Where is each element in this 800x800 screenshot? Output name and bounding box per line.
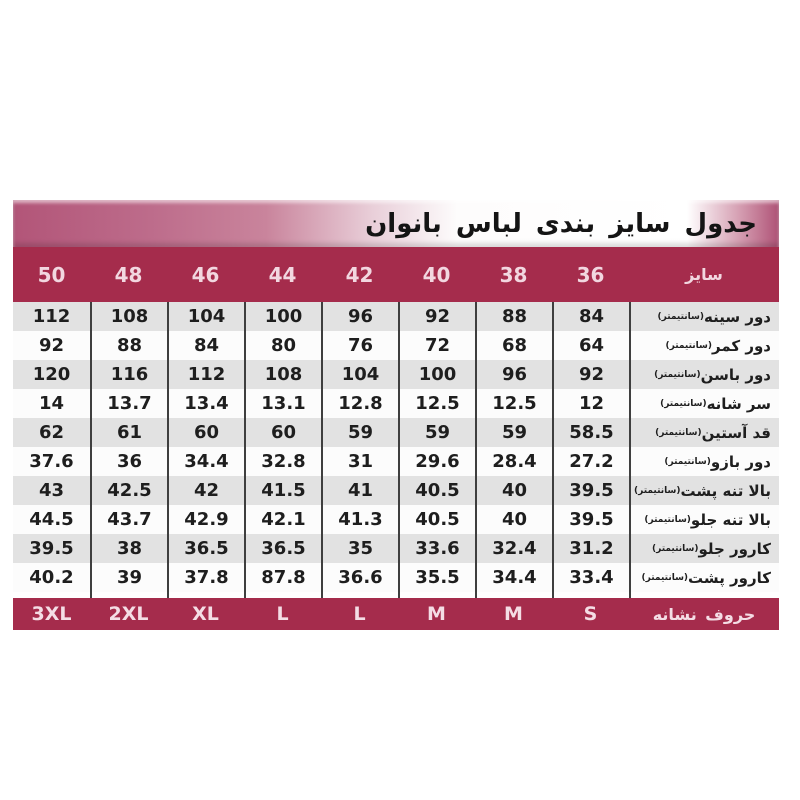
table-body (13, 302, 779, 592)
size-value-cell: 88 (475, 302, 552, 331)
measurement-unit: (سانتیمتر) (664, 456, 711, 467)
measurement-label: دور کمر (712, 336, 771, 355)
size-value-cell: 43 (38, 480, 65, 501)
table-row (13, 331, 779, 360)
measurement-label-cell (629, 389, 779, 418)
header-size-36: 36 (576, 262, 605, 287)
column-separator-ticks (13, 592, 779, 598)
women-size-chart-table (13, 200, 779, 630)
measurement-label-cell (629, 505, 779, 534)
measurement-label-cell (629, 476, 779, 505)
measurement-unit: (سانتیمتر) (641, 572, 689, 583)
size-value-cell: 92 (552, 360, 629, 389)
size-value-cell: 39 (90, 563, 167, 592)
table-row (13, 447, 779, 476)
size-value-cell: 14 (38, 393, 65, 414)
size-value-cell: 40.2 (29, 567, 74, 588)
size-value-cell: 108 (90, 302, 167, 331)
table-row (13, 360, 779, 389)
size-value-cell: 84 (552, 302, 629, 331)
measurement-label-cell (629, 534, 779, 563)
separator-tick (13, 592, 90, 598)
table-title-bar (13, 200, 779, 247)
size-value-cell: 76 (321, 331, 398, 360)
header-size-label: سایز (685, 265, 723, 284)
table-row (13, 389, 779, 418)
size-value-cell: 100 (398, 360, 475, 389)
measurement-unit: (سانتیمتر) (633, 485, 681, 496)
size-letter-0: S (583, 603, 598, 625)
measurement-unit: (سانتیمتر) (655, 427, 702, 438)
separator-tick (552, 592, 629, 598)
table-row (13, 505, 779, 534)
measurement-label: بالا تنه پشت (680, 481, 771, 500)
size-value-cell: 62 (38, 422, 65, 443)
size-value-cell: 13.7 (90, 389, 167, 418)
measurement-label-cell (629, 447, 779, 476)
size-letter-3: L (353, 603, 366, 625)
header-size-48: 48 (114, 262, 143, 287)
size-value-cell: 33.6 (398, 534, 475, 563)
footer-row (13, 598, 779, 630)
size-value-cell: 108 (244, 360, 321, 389)
separator-tick (244, 592, 321, 598)
size-value-cell: 31.2 (552, 534, 629, 563)
table-row (13, 418, 779, 447)
size-value-cell: 80 (244, 331, 321, 360)
size-value-cell: 43.7 (90, 505, 167, 534)
separator-tick (398, 592, 475, 598)
size-value-cell: 12.8 (321, 389, 398, 418)
header-row (13, 247, 779, 302)
size-value-cell: 38 (90, 534, 167, 563)
size-value-cell: 92 (38, 335, 65, 356)
table-row (13, 476, 779, 505)
footer-letters-label: حروف نشانه (652, 604, 756, 624)
measurement-unit: (سانتیمتر) (644, 514, 691, 525)
size-value-cell: 36.5 (244, 534, 321, 563)
header-size-50: 50 (37, 262, 66, 287)
measurement-label: کارور جلو (698, 539, 771, 558)
size-value-cell: 104 (167, 302, 244, 331)
size-value-cell: 59 (475, 418, 552, 447)
size-value-cell: 87.8 (244, 563, 321, 592)
measurement-label: سر شانه (706, 394, 771, 413)
measurement-label-cell (629, 418, 779, 447)
size-value-cell: 29.6 (398, 447, 475, 476)
size-value-cell: 92 (398, 302, 475, 331)
size-value-cell: 42.5 (90, 476, 167, 505)
size-value-cell: 37.8 (167, 563, 244, 592)
size-value-cell: 39.5 (552, 505, 629, 534)
size-value-cell: 35 (321, 534, 398, 563)
size-value-cell: 41.5 (244, 476, 321, 505)
size-value-cell: 40.5 (398, 476, 475, 505)
size-value-cell: 112 (167, 360, 244, 389)
size-value-cell: 61 (90, 418, 167, 447)
size-value-cell: 34.4 (167, 447, 244, 476)
measurement-unit: (سانتیمتر) (651, 543, 699, 554)
separator-tick (475, 592, 552, 598)
size-value-cell: 42.9 (167, 505, 244, 534)
separator-tick (321, 592, 398, 598)
header-size-40: 40 (422, 262, 451, 287)
table-title: جدول سایز بندی لباس بانوان (365, 208, 757, 239)
size-value-cell: 37.6 (29, 451, 74, 472)
size-value-cell: 104 (321, 360, 398, 389)
size-value-cell: 32.8 (244, 447, 321, 476)
size-value-cell: 39.5 (29, 538, 74, 559)
size-value-cell: 12.5 (398, 389, 475, 418)
size-value-cell: 36 (90, 447, 167, 476)
size-value-cell: 32.4 (475, 534, 552, 563)
size-value-cell: 72 (398, 331, 475, 360)
size-value-cell: 84 (167, 331, 244, 360)
measurement-label-cell (629, 360, 779, 389)
size-letter-6: 2XL (108, 603, 149, 625)
size-value-cell: 100 (244, 302, 321, 331)
size-letter-5: XL (192, 603, 219, 625)
size-value-cell: 42.1 (244, 505, 321, 534)
measurement-unit: (سانتیمتر) (665, 340, 712, 351)
size-value-cell: 35.5 (398, 563, 475, 592)
size-value-cell: 96 (321, 302, 398, 331)
size-value-cell: 36.5 (167, 534, 244, 563)
size-value-cell: 59 (398, 418, 475, 447)
header-size-42: 42 (345, 262, 374, 287)
table-row (13, 302, 779, 331)
size-value-cell: 40.5 (398, 505, 475, 534)
size-value-cell: 40 (475, 505, 552, 534)
size-value-cell: 39.5 (552, 476, 629, 505)
size-value-cell: 68 (475, 331, 552, 360)
size-value-cell: 60 (167, 418, 244, 447)
table-row (13, 563, 779, 592)
size-value-cell: 58.5 (552, 418, 629, 447)
size-value-cell: 12.5 (475, 389, 552, 418)
size-value-cell: 120 (32, 364, 71, 385)
measurement-unit: (سانتیمتر) (654, 369, 701, 380)
size-value-cell: 64 (552, 331, 629, 360)
size-value-cell: 33.4 (552, 563, 629, 592)
size-value-cell: 27.2 (552, 447, 629, 476)
size-value-cell: 44.5 (29, 509, 74, 530)
size-value-cell: 96 (475, 360, 552, 389)
size-value-cell: 59 (321, 418, 398, 447)
size-value-cell: 41.3 (321, 505, 398, 534)
header-size-46: 46 (191, 262, 220, 287)
size-letter-2: M (427, 603, 446, 625)
measurement-unit: (سانتیمتر) (660, 398, 707, 409)
separator-tick (167, 592, 244, 598)
measurement-label: دور بازو (710, 452, 771, 471)
size-value-cell: 116 (90, 360, 167, 389)
measurement-label: دور باسن (700, 365, 771, 384)
measurement-label-cell (629, 331, 779, 360)
size-letter-1: M (504, 603, 523, 625)
separator-tick (90, 592, 167, 598)
size-value-cell: 88 (90, 331, 167, 360)
size-value-cell: 13.4 (167, 389, 244, 418)
measurement-label-cell (629, 302, 779, 331)
size-value-cell: 13.1 (244, 389, 321, 418)
size-value-cell: 28.4 (475, 447, 552, 476)
measurement-label-cell (629, 563, 779, 592)
size-value-cell: 12 (552, 389, 629, 418)
separator-tick (629, 592, 779, 598)
measurement-unit: (سانتیمتر) (657, 311, 705, 322)
measurement-label: کارور پشت (688, 568, 771, 587)
size-value-cell: 34.4 (475, 563, 552, 592)
table-row (13, 534, 779, 563)
header-size-44: 44 (268, 262, 297, 287)
size-letter-7: 3XL (31, 603, 72, 625)
measurement-label: دور سینه (704, 307, 771, 326)
size-value-cell: 40 (475, 476, 552, 505)
measurement-label: بالا تنه جلو (690, 510, 771, 529)
size-value-cell: 42 (167, 476, 244, 505)
size-letter-4: L (276, 603, 289, 625)
size-value-cell: 112 (32, 306, 71, 327)
size-value-cell: 41 (321, 476, 398, 505)
header-size-38: 38 (499, 262, 528, 287)
measurement-label: قد آستین (701, 423, 771, 442)
size-value-cell: 36.6 (321, 563, 398, 592)
size-value-cell: 60 (244, 418, 321, 447)
size-value-cell: 31 (321, 447, 398, 476)
